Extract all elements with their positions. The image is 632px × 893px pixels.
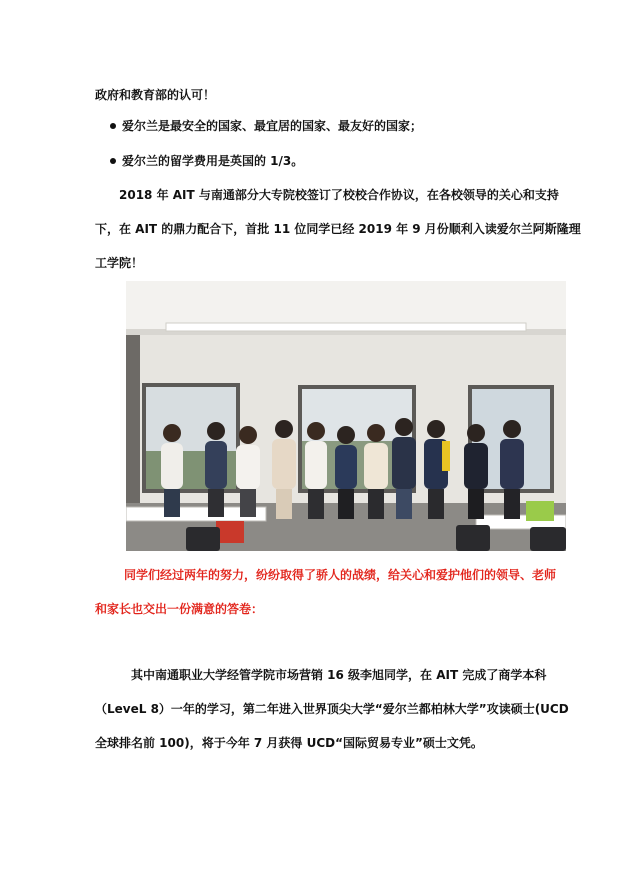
paragraph-2-line-2: （LeveL 8）一年的学习，第二年进入世界顶尖大学“爱尔兰都柏林大学”攻读硕士(UCD: [95, 702, 569, 716]
bullet-dot-icon: [110, 123, 116, 129]
bullet-item-2: 爱尔兰的留学费用是英国的 1/3。: [122, 154, 304, 168]
bullet-item-1: 爱尔兰是最安全的国家、最宜居的国家、最友好的国家；: [122, 119, 423, 133]
intro-line: 政府和教育部的认可！: [95, 88, 216, 102]
bullet-dot-icon: [110, 158, 116, 164]
paragraph-1-line-1: 2018 年 AIT 与南通部分大专院校签订了校校合作协议，在各校领导的关心和支持: [119, 188, 559, 202]
paragraph-2-line-3: 全球排名前 100)，将于今年 7 月获得 UCD“国际贸易专业”硕士文凭。: [95, 736, 483, 750]
group-photo-illustration: [126, 281, 566, 551]
paragraph-1-line-2: 下，在 AIT 的鼎力配合下，首批 11 位同学已经 2019 年 9 月份顺利入读爱尔兰阿斯隆理: [95, 222, 581, 236]
paragraph-2-line-1: 其中南通职业大学经管学院市场营销 16 级李旭同学，在 AIT 完成了商学本科: [131, 668, 547, 682]
red-paragraph-line-1: 同学们经过两年的努力，纷纷取得了骄人的战绩，给关心和爱护他们的领导、老师: [124, 568, 557, 582]
paragraph-1-line-3: 工学院！: [95, 256, 144, 270]
red-paragraph-line-2: 和家长也交出一份满意的答卷：: [95, 602, 264, 616]
group-photo: [126, 281, 566, 551]
